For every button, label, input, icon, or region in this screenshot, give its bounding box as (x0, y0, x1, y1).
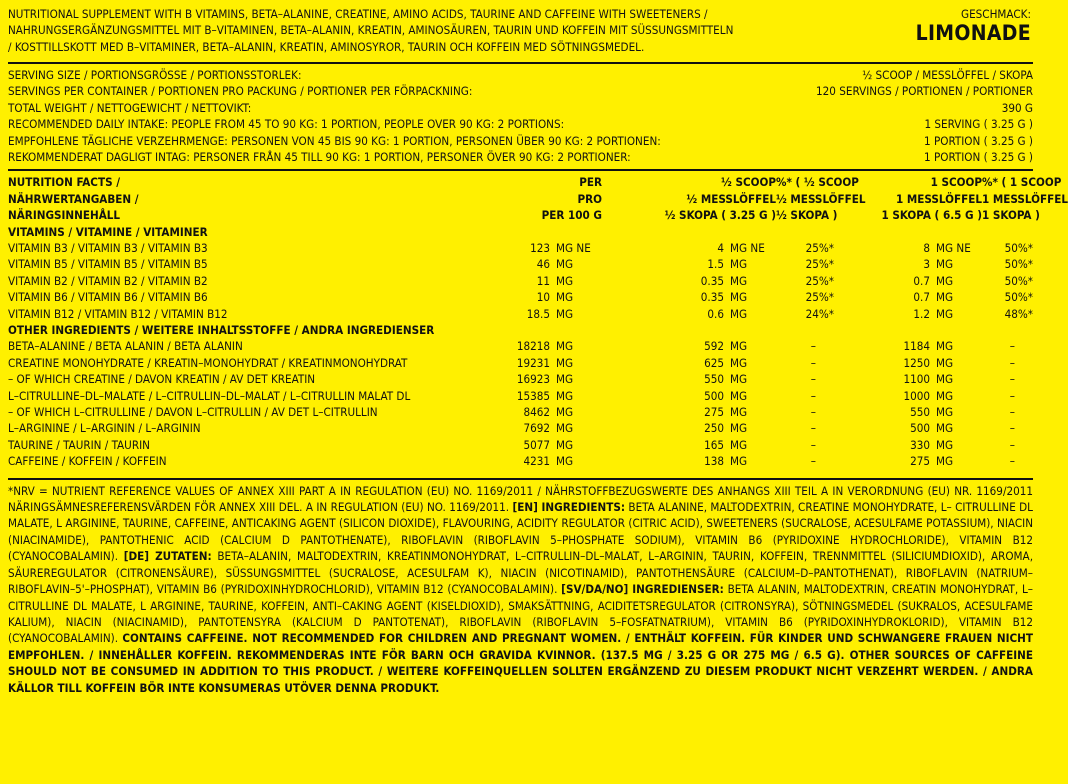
value-one-scoop: 0.7 (913, 273, 930, 288)
unit-per-100g: MG (556, 437, 574, 452)
unit-one-scoop: MG (936, 339, 954, 354)
nutrient-row (8, 289, 1033, 305)
flavor-block (916, 6, 1031, 44)
value-per-100g: 19231 (516, 355, 550, 370)
table-header-cell: 1 SCOOP (930, 175, 982, 190)
unit-one-scoop: MG NE (936, 240, 971, 255)
nutrient-name: BETA–ALANINE / BETA ALANIN / BETA ALANIN (8, 339, 243, 354)
nutrient-row (8, 306, 1033, 322)
unit-one-scoop: MG (936, 405, 954, 420)
serving-value: 1 SERVING ( 3.25 G ) (924, 117, 1033, 132)
value-half-scoop: 1.5 (707, 257, 724, 272)
nutrient-row (8, 388, 1033, 404)
flavor-value: LIMONADE (915, 21, 1031, 46)
nutrient-row (8, 404, 1033, 420)
value-half-scoop: 250 (704, 421, 724, 436)
value-one-scoop: 1000 (903, 388, 930, 403)
serving-row (8, 116, 1033, 132)
table-header-cell: 1 MESSLÖFFEL (895, 191, 982, 206)
serving-value: 1 PORTION ( 3.25 G ) (924, 133, 1033, 148)
unit-one-scoop: MG (936, 372, 954, 387)
unit-half-scoop: MG (730, 257, 748, 272)
value-per-100g: 7692 (523, 421, 550, 436)
nutrient-name: CAFFEINE / KOFFEIN / KOFFEIN (8, 454, 167, 469)
value-one-scoop: 8 (923, 240, 930, 255)
unit-one-scoop: MG (936, 273, 954, 288)
table-header-cell: NÄHRWERTANGABEN / (8, 191, 139, 206)
serving-value: 120 SERVINGS / PORTIONEN / PORTIONER (816, 84, 1033, 99)
nutrient-row (8, 420, 1033, 436)
footnote-bold-text: CONTAINS CAFFEINE. NOT RECOMMENDED FOR CHILDREN AND PREGNANT WOMEN. / ENTHÄLT KOFFEIN. FÜR KINDER UND SCHWANGERE FRAUEN NICHT EMPFOHLEN. / INNEHÅLLER KOFFEIN. REKOMMENDERAS INTE FÖR BARN OCH GRAVIDA KVINNOR. (137.5 MG / 3.25 G OR 275 MG / 6.5 G). OTHER SOURCES OF CAFFEINE SHOULD NOT BE CONSUMED IN ADDITION TO THIS PRODUCT. / WEITERE KOFFEINQUELLEN SOLLTEN ERGÄNZEND ZU DIESEM PRODUKT NICHT VERZEHRT WERDEN. / ANDRA KÄLLOR TILL KOFFEIN BÖR INTE KONSUMERAS UTÖVER DENNA PRODUKT. (8, 631, 1033, 695)
unit-half-scoop: MG (730, 421, 748, 436)
value-half-scoop: 275 (704, 405, 724, 420)
nutrient-row (8, 338, 1033, 354)
table-header-cell: 1 SKOPA ) (982, 208, 1040, 223)
nrv-one-scoop: – (1009, 405, 1015, 420)
flavor-label: GESCHMACK: (961, 7, 1031, 21)
nutrient-row (8, 371, 1033, 387)
unit-one-scoop: MG (936, 437, 954, 452)
nrv-half-scoop: – (810, 372, 816, 387)
divider (8, 169, 1033, 171)
unit-one-scoop: ΜG (936, 306, 954, 321)
unit-per-100g: MG (556, 421, 574, 436)
nrv-one-scoop: – (1009, 372, 1015, 387)
value-half-scoop: 0.35 (700, 290, 724, 305)
description-line: / KOSTTILLSKOTT MED B–VITAMINER, BETA–ALANIN, KREATIN, AMINOSYROR, TAURIN OCH KOFFEIN MED SÖTNINGSMEDEL. (8, 39, 645, 54)
unit-per-100g: MG (556, 454, 574, 469)
nrv-half-scoop: – (810, 355, 816, 370)
nrv-one-scoop: 50%* (1004, 240, 1033, 255)
unit-per-100g: MG (556, 355, 574, 370)
serving-row (8, 83, 1033, 99)
unit-half-scoop: MG (730, 290, 748, 305)
serving-row (8, 133, 1033, 149)
value-half-scoop: 550 (704, 372, 724, 387)
value-half-scoop: 0.6 (707, 306, 724, 321)
serving-label: EMPFOHLENE TÄGLICHE VERZEHRMENGE: PERSONEN VON 45 BIS 90 KG: 1 PORTION, PERSONEN ÜBER 90 KG: 2 PORTIONEN: (8, 133, 661, 148)
nutrient-name: TAURINE / TAURIN / TAURIN (8, 437, 150, 452)
serving-row (8, 100, 1033, 116)
nrv-one-scoop: – (1009, 454, 1015, 469)
footnote-bold-text: [SV/DA/NO] INGREDIENSER: (561, 582, 724, 597)
section-heading: OTHER INGREDIENTS / WEITERE INHALTSSTOFFE / ANDRA INGREDIENSER (8, 323, 435, 337)
nrv-one-scoop: – (1009, 437, 1015, 452)
value-per-100g: 4231 (523, 454, 550, 469)
value-half-scoop: 625 (704, 355, 724, 370)
nutrient-name: – OF WHICH L–CITRULLINE / DAVON L–CITRULLIN / AV DET L–CITRULLIN (8, 405, 378, 420)
footnote-text: BETA ALANIN, MALTODEXTRIN, CREATIN MONOHYDRAT, L–CITRULLINE DL MALATE, L ARGININE, TAURINE, KOFFEIN, ANTI–CAKING AGENT (KISELDIOXID), SMAKSÄTTNING, ACIDITETSREGULATOR (CITRONSYRA), SÖTNINGSMEDEL (SUKRALOS, ACESULFAME KALIUM), NIACIN (NIACINAMID), PANTOTENSYRA (KALCIUM D PANTOTENAT), RIBOFLAVIN (RIBOFLAVIN 5–FOSFATNATRIUM), VITAMIN B6 (PYRIDOXINHYDROKLORID), VITAMIN B12 (CYANOCOBALAMIN). (8, 582, 1033, 646)
value-per-100g: 46 (536, 257, 550, 272)
unit-half-scoop: ΜG (730, 306, 748, 321)
table-header-cell: PER 100 G (541, 208, 602, 223)
table-header-cell: ½ SKOPA ) (776, 208, 838, 223)
nrv-half-scoop: 25%* (805, 240, 834, 255)
value-half-scoop: 500 (704, 388, 724, 403)
table-header-cell: ½ MESSLÖFFEL (776, 191, 866, 206)
description-line: NAHRUNGSERGÄNZUNGSMITTEL MIT B–VITAMINEN, BETA–ALANIN, KREATIN, AMINOSÄUREN, TAURIN UND KOFFEIN MIT SÜSSUNGSMITTELN (8, 23, 734, 38)
unit-per-100g: MG (556, 388, 574, 403)
table-header-cell: PRO (577, 191, 602, 206)
nrv-one-scoop: – (1009, 339, 1015, 354)
serving-value: 390 G (1001, 100, 1033, 115)
value-one-scoop: 1250 (903, 355, 930, 370)
nutrient-name: VITAMIN B5 / VITAMIN B5 / VITAMIN B5 (8, 257, 208, 272)
unit-half-scoop: MG (730, 454, 748, 469)
nutrition-table (8, 174, 1068, 469)
nrv-half-scoop: – (810, 405, 816, 420)
serving-row (8, 149, 1033, 165)
nutrient-name: CREATINE MONOHYDRATE / KREATIN–MONOHYDRAT / KREATINMONOHYDRAT (8, 355, 408, 370)
unit-half-scoop: MG (730, 355, 748, 370)
value-one-scoop: 1184 (903, 339, 930, 354)
nrv-half-scoop: 24%* (805, 306, 834, 321)
value-per-100g: 16923 (516, 372, 550, 387)
value-per-100g: 5077 (523, 437, 550, 452)
footnote-text: BETA ALANINE, MALTODEXTRIN, CREATINE MONOHYDRATE, L– CITRULLINE DL MALATE, L ARGININE, TAURINE, CAFFEINE, ANTICAKING AGENT (SILICON DIOXIDE), FLAVOURING, ACIDITY REGULATOR (CITRIC ACID), SWEETENERS (SUCRALOSE, ACESULFAME POTASSIUM), NIACIN (NIACINAMIDE), PANTOTHENIC ACID (CALCIUM D PANTOTHENATE), RIBOFLAVIN (RIBOFLAVIN 5–PHOSPHATE SODIUM), VITAMIN B6 (PYRIDOXINE HYDROCHLORIDE), VITAMIN B12 (CYANOCOBALAMIN). (8, 500, 1033, 564)
serving-value: ½ SCOOP / MESSLÖFFEL / SKOPA (862, 68, 1033, 82)
table-header-row (8, 207, 1033, 223)
nutrient-name: L–ARGININE / L–ARGININ / L–ARGININ (8, 421, 201, 436)
value-half-scoop: 165 (704, 437, 724, 452)
nrv-half-scoop: 25%* (805, 273, 834, 288)
unit-one-scoop: MG (936, 257, 954, 272)
nutrient-name: VITAMIN B3 / VITAMIN B3 / VITAMIN B3 (8, 240, 208, 255)
supplement-label (8, 6, 1068, 696)
value-half-scoop: 592 (704, 339, 724, 354)
unit-per-100g: MG (556, 257, 574, 272)
table-header-cell: NUTRITION FACTS / (8, 175, 121, 190)
serving-info (8, 67, 1033, 165)
nrv-one-scoop: 50%* (1004, 273, 1033, 288)
nrv-one-scoop: – (1009, 388, 1015, 403)
nrv-one-scoop: 48%* (1004, 306, 1033, 321)
value-per-100g: 15385 (516, 388, 550, 403)
table-header-cell: PER (579, 175, 602, 190)
nrv-half-scoop: – (810, 421, 816, 436)
footnote-bold-text: [DE] ZUTATEN: (123, 549, 212, 564)
value-per-100g: 18218 (516, 339, 550, 354)
value-one-scoop: 500 (910, 421, 930, 436)
unit-per-100g: MG (556, 372, 574, 387)
serving-label: RECOMMENDED DAILY INTAKE: PEOPLE FROM 45 TO 90 KG: 1 PORTION, PEOPLE OVER 90 KG: 2 PORTIONS: (8, 117, 565, 132)
table-header-cell: %* ( ½ SCOOP (776, 175, 859, 190)
unit-per-100g: MG (556, 339, 574, 354)
nutrient-row (8, 437, 1033, 453)
nrv-half-scoop: – (810, 339, 816, 354)
value-one-scoop: 275 (910, 454, 930, 469)
value-per-100g: 11 (536, 273, 550, 288)
nutrient-row (8, 453, 1033, 469)
nutrient-name: L–CITRULLINE–DL–MALATE / L–CITRULLIN–DL–MALAT / L–CITRULLIN MALAT DL (8, 388, 411, 403)
table-header-cell: NÄRINGSINNEHÅLL (8, 208, 121, 223)
serving-label: SERVINGS PER CONTAINER / PORTIONEN PRO PACKUNG / PORTIONER PER FÖRPACKNING: (8, 84, 473, 99)
table-header-cell: ½ SCOOP (721, 175, 776, 190)
unit-per-100g: MG (556, 405, 574, 420)
unit-per-100g: MG NE (556, 240, 591, 255)
value-per-100g: 18.5 (526, 306, 550, 321)
unit-half-scoop: MG (730, 405, 748, 420)
serving-label: SERVING SIZE / PORTIONSGRÖSSE / PORTIONSSTORLEK: (8, 68, 302, 82)
value-per-100g: 8462 (523, 405, 550, 420)
nutrient-row (8, 256, 1033, 272)
nrv-half-scoop: – (810, 454, 816, 469)
description-line: NUTRITIONAL SUPPLEMENT WITH B VITAMINS, BETA–ALANINE, CREATINE, AMINO ACIDS, TAURINE AND CAFFEINE WITH SWEETENERS / (8, 7, 708, 21)
value-one-scoop: 330 (910, 437, 930, 452)
unit-one-scoop: MG (936, 454, 954, 469)
value-one-scoop: 3 (923, 257, 930, 272)
divider (8, 478, 1033, 480)
value-per-100g: 10 (536, 290, 550, 305)
unit-per-100g: ΜG (556, 306, 574, 321)
nrv-half-scoop: 25%* (805, 290, 834, 305)
unit-half-scoop: MG (730, 273, 748, 288)
value-one-scoop: 1.2 (913, 306, 930, 321)
unit-one-scoop: MG (936, 388, 954, 403)
footnote-text: *NRV = NUTRIENT REFERENCE VALUES OF ANNEX XIII PART A IN REGULATION (EU) NO. 1169/2011 / NÄHRSTOFFBEZUGSWERTE DES ANHANGS XIII TEIL A IN VERORDNUNG (EU) NR. 1169/2011 NÄRINGSÄMNESREFERENSVÄRDEN FÖR ANNEX XIII DEL. A IN REGULATION (EU) NO. 1169/2011. (8, 483, 1033, 515)
value-one-scoop: 550 (910, 405, 930, 420)
nrv-half-scoop: – (810, 388, 816, 403)
section-heading: VITAMINS / VITAMINE / VITAMINER (8, 224, 208, 239)
unit-half-scoop: MG (730, 372, 748, 387)
footnote-text: BETA–ALANIN, MALTODEXTRIN, KREATINMONOHYDRAT, L–CITRULLIN–DL–MALAT, L–ARGININ, TAURIN, KOFFEIN, TRENNMITTEL (SILICIUMDIOXID), AROMA, SÄUREREGULATOR (CITRONENSÄURE), SÜSSUNGSMITTEL (SUCRALOSE, ACESULFAM K), NIACIN (NICOTINAMID), PANTOTHENSÄURE (CALCIUM–D–PANTOTHENAT), RIBOFLAVIN (NATRIUM–RIBOFLAVIN–5'–PHOSPHAT), VITAMIN B6 (PYRIDOXINHYDROCHLORID), VITAMIN B12 (CYANOCOBALAMIN). (8, 549, 1033, 597)
table-header-cell: 1 MESSLÖFFEL (982, 191, 1068, 206)
nutrient-row (8, 240, 1033, 256)
unit-one-scoop: MG (936, 355, 954, 370)
unit-per-100g: MG (556, 273, 574, 288)
nrv-half-scoop: 25%* (805, 257, 834, 272)
value-half-scoop: 138 (704, 454, 724, 469)
section-heading-row (8, 322, 1033, 338)
nutrient-name: VITAMIN B2 / VITAMIN B2 / VITAMIN B2 (8, 273, 208, 288)
section-heading-row (8, 224, 1033, 240)
serving-value: 1 PORTION ( 3.25 G ) (924, 149, 1033, 164)
product-description (8, 6, 868, 55)
table-header-cell: ½ SKOPA ( 3.25 G ) (664, 208, 776, 223)
nutrient-name: – OF WHICH CREATINE / DAVON KREATIN / AV DET KREATIN (8, 372, 316, 387)
nutrient-row (8, 355, 1033, 371)
serving-label: REKOMMENDERAT DAGLIGT INTAG: PERSONER FRÅN 45 TILL 90 KG: 1 PORTION, PERSONER ÖVER 90 KG: 2 PORTIONER: (8, 149, 631, 164)
value-one-scoop: 0.7 (913, 290, 930, 305)
unit-half-scoop: MG (730, 339, 748, 354)
serving-label: TOTAL WEIGHT / NETTOGEWICHT / NETTOVIKT: (8, 100, 252, 115)
value-half-scoop: 0.35 (700, 273, 724, 288)
value-one-scoop: 1100 (903, 372, 930, 387)
divider (8, 62, 1033, 64)
nutrient-name: VITAMIN B12 / VITAMIN B12 / VITAMIN B12 (8, 306, 228, 321)
nutrient-name: VITAMIN B6 / VITAMIN B6 / VITAMIN B6 (8, 290, 208, 305)
table-header-row (8, 174, 1033, 190)
nrv-one-scoop: – (1009, 355, 1015, 370)
value-per-100g: 123 (530, 240, 550, 255)
footnote-bold-text: [EN] INGREDIENTS: (512, 500, 626, 515)
unit-per-100g: MG (556, 290, 574, 305)
table-header-cell: %* ( 1 SCOOP (982, 175, 1062, 190)
nutrient-row (8, 273, 1033, 289)
unit-half-scoop: MG (730, 437, 748, 452)
nrv-one-scoop: – (1009, 421, 1015, 436)
value-half-scoop: 4 (717, 240, 724, 255)
unit-one-scoop: MG (936, 421, 954, 436)
unit-half-scoop: MG (730, 388, 748, 403)
table-header-cell: ½ MESSLÖFFEL (686, 191, 776, 206)
nrv-one-scoop: 50%* (1004, 290, 1033, 305)
ingredients-footnote (8, 483, 1033, 696)
unit-half-scoop: MG NE (730, 240, 765, 255)
unit-one-scoop: MG (936, 290, 954, 305)
table-header-row (8, 191, 1033, 207)
label-header (8, 6, 1033, 58)
nrv-one-scoop: 50%* (1004, 257, 1033, 272)
table-header-cell: 1 SKOPA ( 6.5 G ) (881, 208, 982, 223)
serving-row (8, 67, 1033, 83)
nrv-half-scoop: – (810, 437, 816, 452)
